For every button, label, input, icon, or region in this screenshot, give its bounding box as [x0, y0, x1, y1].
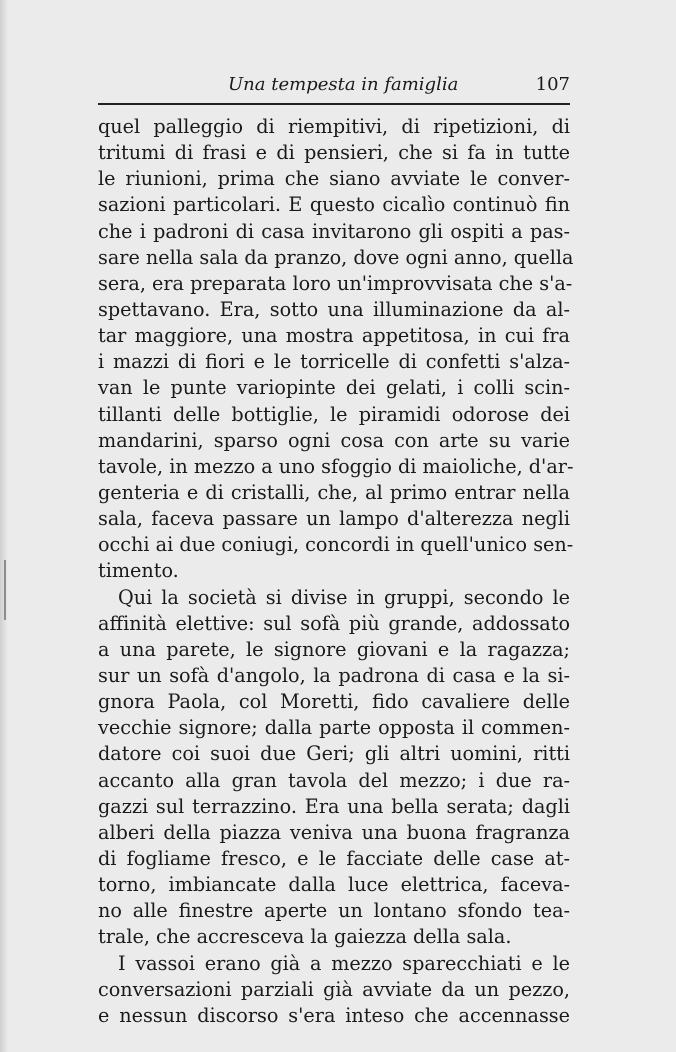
- text-line: tillanti delle bottiglie, le piramidi odorose dei: [98, 402, 570, 426]
- text-line: tritumi di frasi e di pensieri, che si fa in tutte: [98, 141, 570, 165]
- text-line: alberi della piazza veniva una buona fragranza: [98, 820, 570, 844]
- text-line: a una parete, le signore giovani e la ragazza;: [98, 637, 570, 661]
- text-line: sazioni particolari. E questo cicalìo continuò fin: [98, 193, 570, 217]
- text-line: genteria e di cristalli, che, al primo entrar nella: [98, 480, 570, 504]
- text-line: quel palleggio di riempitivi, di ripetizioni, di: [98, 115, 570, 138]
- running-title: Una tempesta in famiglia: [228, 74, 459, 95]
- text-line: i mazzi di fiori e le torricelle di confetti s'alza-: [98, 350, 570, 374]
- text-line: van le punte variopinte dei gelati, i colli scin-: [98, 376, 570, 400]
- text-line: gnora Paola, col Moretti, fido cavaliere delle: [98, 690, 570, 714]
- text-line: no alle finestre aperte un lontano sfondo tea-: [98, 899, 570, 923]
- text-line: le riunioni, prima che siano avviate le conver-: [98, 167, 570, 191]
- text-line: torno, imbiancate dalla luce elettrica, faceva-: [98, 873, 570, 897]
- text-line: sur un sofà d'angolo, la padrona di casa e la si-: [98, 663, 570, 687]
- text-line: di fogliame fresco, e le facciate delle case at-: [98, 846, 570, 870]
- text-line: vecchie signore; dalla parte opposta il commen-: [98, 716, 570, 740]
- page-header: [98, 70, 570, 100]
- binding-mark: [4, 560, 6, 620]
- text-line: datore coi suoi due Geri; gli altri uomini, ritti: [98, 742, 570, 766]
- text-line: gazzi sul terrazzino. Era una bella serata; dagli: [98, 794, 570, 818]
- text-line: mandarini, sparso ogni cosa con arte su varie: [98, 428, 570, 452]
- page-edge-shadow: [0, 0, 8, 1052]
- text-line: accanto alla gran tavola del mezzo; i due ra-: [98, 768, 570, 792]
- text-line: sala, faceva passare un lampo d'alterezza negli: [98, 507, 570, 531]
- text-line: tar maggiore, una mostra appetitosa, in cui fra: [98, 324, 570, 348]
- text-line: occhi ai due coniugi, concordi in quell'unico sen-: [98, 533, 574, 557]
- body-text: [98, 114, 574, 1029]
- text-line: tavole, in mezzo a uno sfoggio di maioliche, d'ar-: [98, 454, 574, 478]
- text-line: sare nella sala da pranzo, dove ogni anno, quella: [98, 245, 574, 269]
- text-line: I vassoi erano già a mezzo sparecchiati e le: [118, 951, 570, 975]
- text-line: e nessun discorso s'era inteso che accennasse: [98, 1003, 570, 1027]
- text-line: spettavano. Era, sotto una illuminazione da al-: [98, 297, 570, 321]
- text-line: timento.: [98, 559, 179, 583]
- text-line: trale, che accresceva la gaiezza della sala.: [98, 925, 512, 949]
- text-line: Qui la società si divise in gruppi, secondo le: [118, 585, 570, 609]
- text-line: conversazioni parziali già avviate da un pezzo,: [98, 977, 570, 1001]
- header-rule: [98, 103, 570, 105]
- text-line: sera, era preparata loro un'improvvisata che s'a-: [98, 271, 573, 295]
- text-line: che i padroni di casa invitarono gli ospiti a pas-: [98, 219, 570, 243]
- text-line: affinità elettive: sul sofà più grande, addossato: [98, 611, 570, 635]
- page-number: 107: [535, 74, 570, 95]
